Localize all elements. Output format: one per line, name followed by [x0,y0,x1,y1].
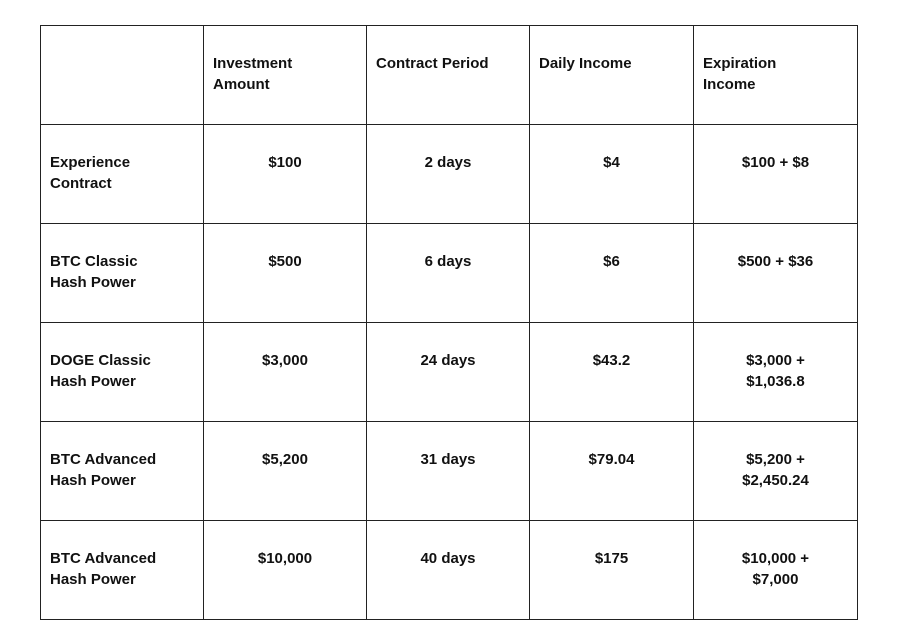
table-row [41,323,858,422]
row-investment-amount: $500 [204,224,367,323]
table-row [41,125,858,224]
header-cell-empty [41,26,204,125]
row-investment-amount: $100 [204,125,367,224]
row-investment-amount: $10,000 [204,521,367,620]
row-expiration-income: $3,000 + $1,036.8 [694,323,858,422]
row-contract-period: 6 days [367,224,530,323]
header-contract-period: Contract Period [367,26,530,125]
row-plan-name: Experience Contract [41,125,204,224]
row-investment-amount: $3,000 [204,323,367,422]
row-contract-period: 2 days [367,125,530,224]
row-daily-income: $6 [530,224,694,323]
row-plan-name: BTC Advanced Hash Power [41,521,204,620]
row-contract-period: 31 days [367,422,530,521]
row-expiration-income: $500 + $36 [694,224,858,323]
row-contract-period: 40 days [367,521,530,620]
table-row [41,422,858,521]
header-investment-amount: Investment Amount [204,26,367,125]
row-plan-name: BTC Classic Hash Power [41,224,204,323]
row-daily-income: $4 [530,125,694,224]
plans-table [40,25,858,620]
row-expiration-income: $5,200 + $2,450.24 [694,422,858,521]
row-contract-period: 24 days [367,323,530,422]
row-plan-name: BTC Advanced Hash Power [41,422,204,521]
header-daily-income: Daily Income [530,26,694,125]
row-investment-amount: $5,200 [204,422,367,521]
header-row [41,26,858,125]
row-expiration-income: $10,000 + $7,000 [694,521,858,620]
row-daily-income: $79.04 [530,422,694,521]
row-plan-name: DOGE Classic Hash Power [41,323,204,422]
header-expiration-income: Expiration Income [694,26,858,125]
row-daily-income: $175 [530,521,694,620]
table-row [41,224,858,323]
row-daily-income: $43.2 [530,323,694,422]
row-expiration-income: $100 + $8 [694,125,858,224]
table-row [41,521,858,620]
